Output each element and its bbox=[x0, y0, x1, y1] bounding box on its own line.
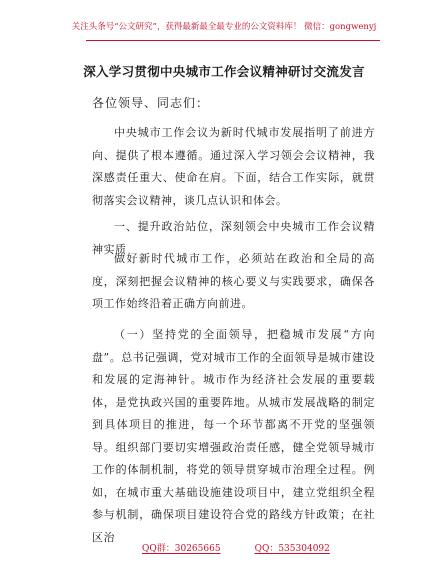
paragraph-subsection-1: （一）坚持党的全面领导，把稳城市发展“方向盘”。总书记强调，党对城市工作的全面领导是城市建设和发展的定海神针。城市作为经济社会发展的重要载体，是党执政兴国的重要阵地。从城市发展战略的制定到具体项目的推进，每一个环节都离不开党的坚强领导。组织部门要切实增强政治责任感，健全党领导城市工作的体制机制，将党的领导贯穿城市治理全过程。例如，在城市重大基础设施建设项目中，建立党组织全程参与机制，确保项目建设符合党的路线方针政策；在社区治 bbox=[92, 328, 375, 544]
salutation: 各位领导、同志们： bbox=[92, 96, 210, 110]
paragraph-intro: 中央城市工作会议为新时代城市发展指明了前进方向、提供了根本遵循。通过深入学习领会会议精神，我深感责任重大、使命在肩。下面，结合工作实际，就贯彻落实会议精神，谈几点认识和体会。 bbox=[92, 126, 375, 207]
header-banner: 关注头条号“公文研究”，获得最新最全最专业的公文资料库！ 微信：gongwenyj bbox=[71, 22, 377, 32]
paragraph-section-1: 做好新时代城市工作，必须站在政治和全局的高度，深刻把握会议精神的核心要义与实践要求，确保各项工作始终沿着正确方向前进。 bbox=[92, 252, 375, 310]
footer-qq: QQ：535304092 bbox=[254, 544, 330, 554]
section-heading-1: 一、提升政治站位，深刻领会中央城市工作会议精神实质 bbox=[92, 220, 375, 256]
footer-qq-group: QQ群：30265665 bbox=[142, 544, 221, 554]
document-title: 深入学习贯彻中央城市工作会议精神研讨交流发言 bbox=[83, 64, 365, 79]
footer-contact bbox=[142, 541, 330, 554]
header-divider bbox=[86, 40, 380, 41]
